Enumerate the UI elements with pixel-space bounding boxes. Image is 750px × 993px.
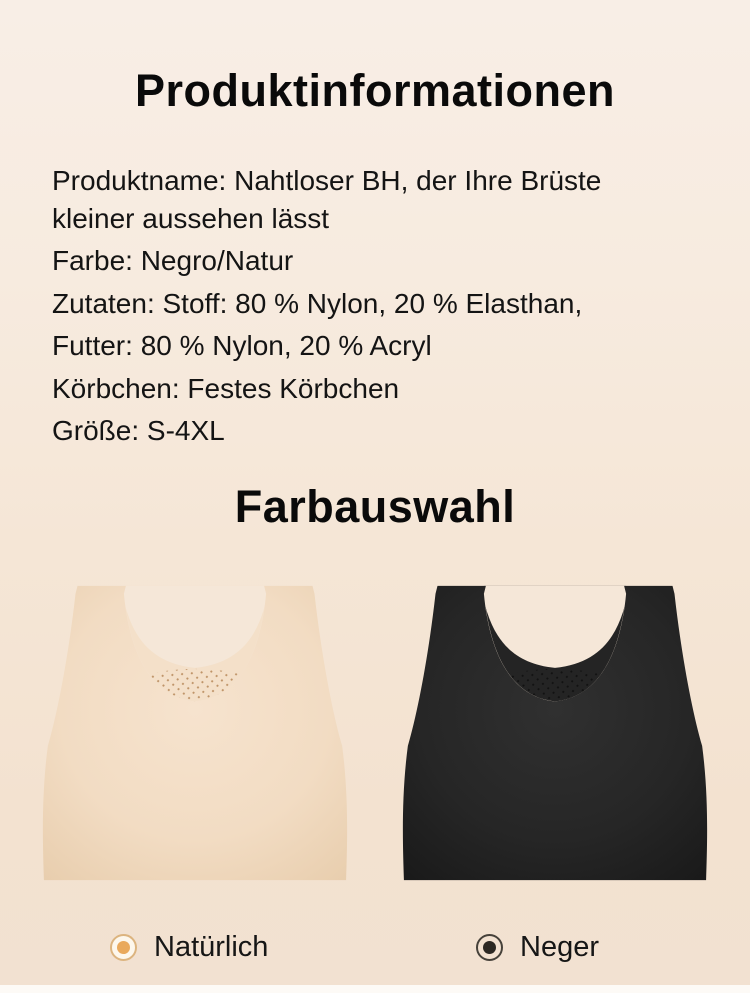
product-info-line-lining: Futter: 80 % Nylon, 20 % Acryl [52, 330, 432, 362]
product-image-black-bra [397, 584, 713, 884]
product-info-block [52, 162, 672, 450]
page-title: Produktinformationen [135, 65, 615, 116]
product-image-nude-bra [37, 584, 353, 884]
color-option-natural-label: Natürlich [154, 931, 269, 964]
color-option-black[interactable] [476, 926, 599, 970]
radio-button-black[interactable] [476, 934, 503, 961]
bottom-margin-strip [0, 985, 750, 993]
color-option-natural[interactable] [110, 926, 268, 970]
color-option-black-label: Neger [520, 931, 599, 964]
product-info-line-name: Produktname: Nahtloser BH, der Ihre Brüste kleiner aussehen lässt [52, 165, 602, 234]
product-info-line-material: Zutaten: Stoff: 80 % Nylon, 20 % Elasthan, [52, 287, 583, 319]
radio-button-natural[interactable] [110, 934, 137, 961]
product-info-line-cup: Körbchen: Festes Körbchen [52, 372, 400, 404]
section-title-color-choice: Farbauswahl [234, 480, 516, 532]
color-options-row [0, 926, 750, 970]
product-info-line-color: Farbe: Negro/Natur [52, 245, 294, 277]
product-images-row [0, 584, 750, 884]
radio-dot-natural [117, 941, 130, 954]
product-info-line-size: Größe: S-4XL [52, 415, 225, 447]
radio-dot-black [483, 941, 496, 954]
